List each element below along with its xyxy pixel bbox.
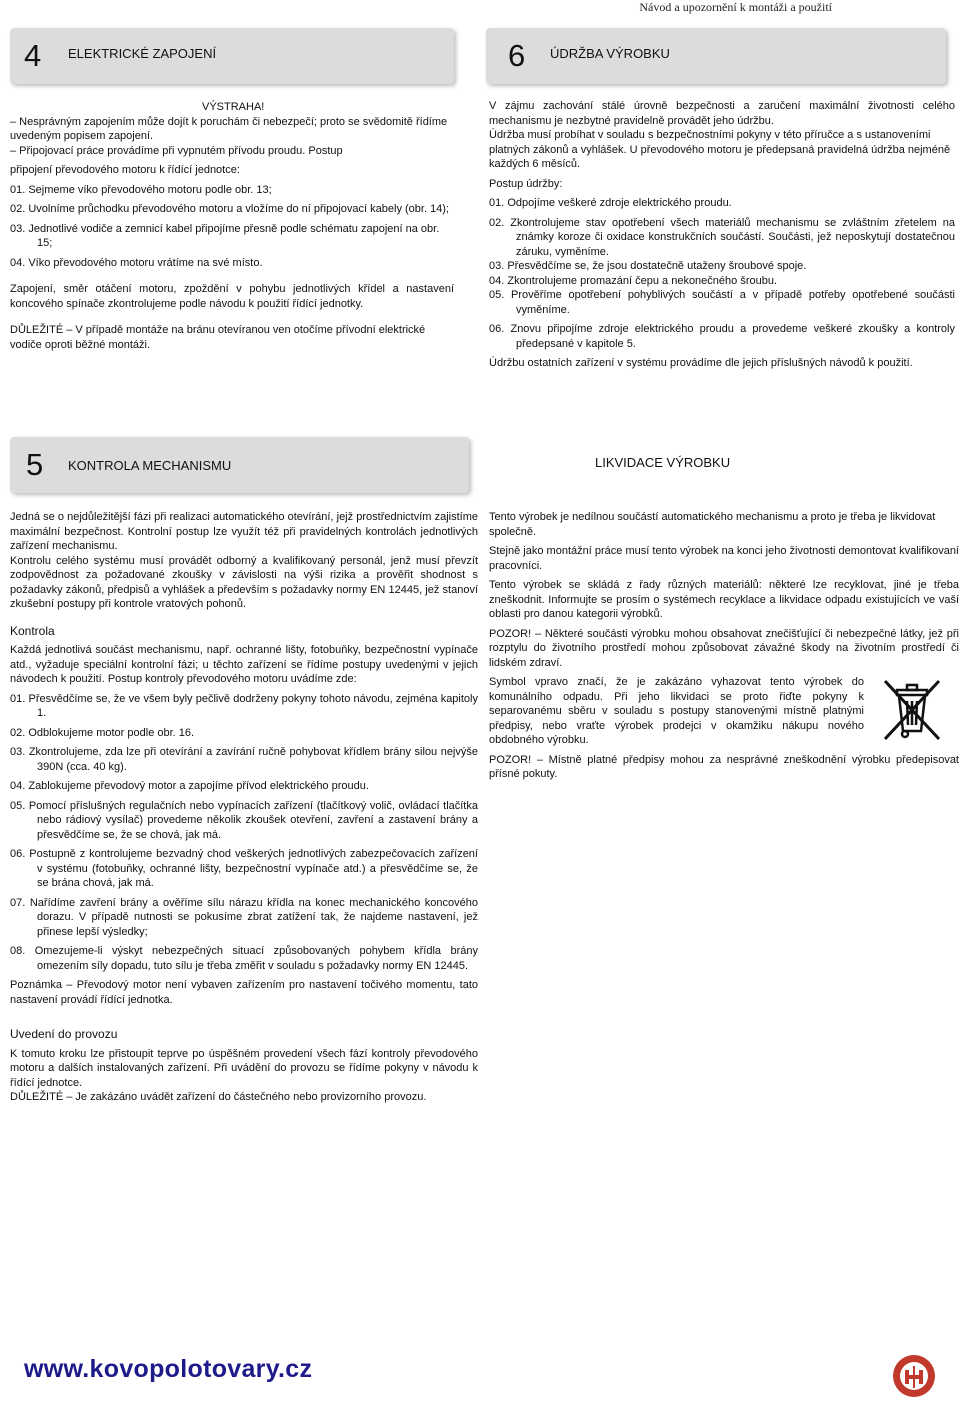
list-item: 08. Omezujeme-li výskyt nebezpečných situací způsobovaných pohybem křídla brány omezením síly dopadu, tuto sílu je třeba změřit v souladu s požadavky normy EN 12445. [10, 945, 478, 972]
paragraph: Symbol vpravo značí, že je zakázáno vyhazovat tento výrobek do komunálního odpadu. Při jeho likvidaci se proto řiďte pokyny k separovanému sběru v souladu s postupy stanovenými místně platnými předpisy, nebo vraťte výrobek prodejci v okamžiku nákupu nového obdobného výrobku. [489, 676, 864, 746]
disposal-title: LIKVIDACE VÝROBKU [595, 455, 731, 470]
section-6-body [489, 99, 955, 371]
paragraph: Údržba musí probíhat v souladu s bezpečnostními pokyny v této příručce a s ustanoveními platných zákonů a vyhlášek. U převodového motoru je předepsaná pravidelná údržba nejméně každých 6 měsíců. [489, 129, 951, 170]
section-6-header [486, 28, 946, 84]
paragraph: Údržbu ostatních zařízení v systému provádíme dle jejich příslušných návodů k použití. [489, 357, 913, 369]
note: Poznámka – Převodový motor není vybaven zařízením pro nastavení točivého momentu, tato nastavení provádí řídící jednotka. [10, 979, 478, 1006]
section-number: 5 [26, 447, 44, 482]
section-4-header [10, 28, 454, 84]
warning-line: – Nesprávným zapojením může dojít k poruchám či nebezpečí; proto se svědomitě řídíme uvedeným popisem zapojení. [10, 115, 448, 142]
crossed-bin-icon [877, 673, 947, 743]
subsection-head: Uvedení do provozu [10, 1027, 118, 1041]
section-5-body [10, 510, 478, 1105]
paragraph: Zapojení, směr otáčení motoru, zpoždění v pohybu jednotlivých křídel a nastavení koncového spínače zkontrolujeme podle návodu k použití řídící jednotky. [10, 283, 454, 310]
paragraph: Jedná se o nejdůležitější fázi při realizaci automatického otevírání, jejž prostřednictvím zajistíme maximální bezpečnost. Kontrolní postup lze využít též při pravidelných kontrolách jednotlivých zařízení mechanismu. [10, 511, 478, 552]
paragraph: V zájmu zachování stálé úrovně bezpečnosti a zaručení maximální životnosti celého mechanismu je nezbytné pravidelně provádět jeho údržbu. [489, 100, 955, 127]
section-title: ELEKTRICKÉ ZAPOJENÍ [68, 46, 217, 61]
section-4-body [10, 100, 454, 352]
list-item: 03. Zkontrolujeme, zda lze při otevírání a zavírání ručně pohybovat křídlem brány silou nejvýše 390N (cca. 40 kg). [10, 746, 478, 773]
warning-line: připojení převodového motoru k řídící jednotce: [10, 164, 240, 176]
list-item: 05. Pomocí příslušných regulačních nebo vypínacích zařízení (tlačítkový volič, ovládací tlačítka nebo rádiový vysílač) provedeme několik zkoušek otevření, zavření a zastavení brány a přesvědčíme se, že se chová, jak má. [10, 799, 478, 841]
subsection-head: Kontrola [10, 623, 55, 638]
list-item: 03. Přesvědčíme se, že jsou dostatečně utaženy šroubové spoje. [489, 260, 807, 272]
paragraph: Kontrolu celého systému musí provádět odborný a kvalifikovaný personál, jenž musí převzít zodpovědnost za požadované zkoušky v závislosti na výši rizika a prověřit shodnost s požadavky zákonů, předpisů a vyhlášek a především s požadavky normy EN 12445, jež stanoví zkušební postupy při kontrole vratových pohonů. [10, 554, 478, 610]
list-item: 07. Nařídíme zavření brány a ověříme sílu nárazu křídla na konec mechanického koncového dorazu. V případě nutnosti se pokusíme zbrat zatížení tak, že najdeme nastavení, jež přinese lepší výsledky; [10, 896, 478, 938]
list-item: 02. Zkontrolujeme stav opotřebení všech materiálů mechanismu se zvláštním zřetelem na známky koroze či oxidace konstrukčních součástí. Součásti, jež neposkytují dostatečnou záruku, vyměníme. [489, 216, 955, 258]
procedure-head: Postup údržby: [489, 177, 563, 190]
paragraph: Tento výrobek je nedílnou součástí automatického mechanismu a proto je třeba je likvidovat společně. [489, 511, 936, 538]
list-item: 06. Postupně z kontrolujeme bezvadný chod veškerých jednotlivých zabezpečovacích zařízení v systému (fotobuňky, ochranné lišty, bezpečnostní vypínače atd.) a přesvědčíme se, že se brána chová, jak má. [10, 848, 478, 889]
list-item: 02. Uvolníme průchodku převodového motoru a vložíme do ní připojovací kabely (obr. 14); [10, 203, 450, 215]
list-item: 01. Sejmeme víko převodového motoru podle obr. 13; [10, 183, 272, 196]
paragraph: DŮLEŽITÉ – Je zakázáno uvádět zařízení do částečného nebo provizorního provozu. [10, 1091, 427, 1103]
list-item: 06. Znovu připojíme zdroje elektrického proudu a provedeme veškeré zkoušky a kontroly předepsané v kapitole 5. [489, 323, 955, 350]
section-number: 4 [24, 38, 42, 73]
list-item: 02. Odblokujeme motor podle obr. 16. [10, 726, 195, 739]
header-note: Návod a upozornění k montáži a použití [639, 0, 832, 14]
list-item: 04. Zkontrolujeme promazání čepu a nekonečného šroubu. [489, 274, 778, 287]
paragraph: K tomuto kroku lze přistoupit teprve po úspěšném provedení všech fází kontroly převodového motoru a dalších instalovaných zařízení. Při uvádění do provozu se řídíme pokyny v návodu k řídící jednotce. [10, 1047, 478, 1089]
kovomat-logo-icon [885, 1352, 943, 1398]
warning-line: – Připojovací práce provádíme při vypnutém přívodu proudu. Postup [10, 144, 343, 157]
section-number: 6 [508, 38, 526, 73]
list-item: 01. Odpojíme veškeré zdroje elektrického proudu. [489, 197, 732, 209]
list-item: 04. Zablokujeme převodový motor a zapojíme přívod elektrického proudu. [10, 780, 369, 792]
list-item: 05. Prověříme opotřebení pohyblivých součástí a v případě potřeby opotřebené součásti vyměníme. [489, 289, 955, 316]
paragraph: Každá jednotlivá součást mechanismu, např. ochranné lišty, fotobuňky, bezpečnostní vypínače atd., vyžaduje speciální kontrolní fázi; u těchto zařízení se řídíme postupy uvedenými v jejich návodech k použití. Postup kontroly převodového motoru uvádíme zde: [10, 644, 478, 685]
paragraph: POZOR! – Místně platné předpisy mohou za nesprávné zneškodnění výrobku předepisovat přísné pokuty. [489, 753, 959, 780]
list-item: 03. Jednotlivé vodiče a zemnicí kabel připojíme přesně podle schématu zapojení na obr. 15; [10, 222, 440, 249]
section-title: KONTROLA MECHANISMU [68, 458, 232, 473]
paragraph: POZOR! – Některé součásti výrobku mohou obsahovat znečišťující či nebezpečné látky, jež při rozptylu do životního prostředí mohou způsobovat závažné škody na životním prostředí či lidském zdraví. [489, 627, 959, 669]
paragraph: Stejně jako montážní práce musí tento výrobek na konci jeho životnosti demontovat kvalifikovaní pracovníci. [489, 545, 959, 572]
section-title: ÚDRŽBA VÝROBKU [550, 46, 670, 61]
list-item: 01. Přesvědčíme se, že ve všem byly pečlivě dodrženy pokyny tohoto návodu, zejména kapitoly 1. [10, 692, 478, 719]
important-note: DŮLEŽITÉ – V případě montáže na bránu otevíranou ven otočíme přívodní elektrické vodiče oproti běžné montáži. [10, 324, 426, 351]
warning-title: VÝSTRAHA! [202, 101, 265, 113]
list-item: 04. Víko převodového motoru vrátíme na své místo. [10, 256, 263, 269]
website-link[interactable]: www.kovopolotovary.cz [24, 1355, 313, 1383]
paragraph: Tento výrobek se skládá z řady různých materiálů: některé lze recyklovat, jiné je třeba zneškodnit. Informujte se prosím o systémech recyklace a likvidace odpadu existujících ve vaší oblasti pro danou kategorii výrobků. [489, 579, 959, 620]
section-5-header [10, 437, 469, 493]
